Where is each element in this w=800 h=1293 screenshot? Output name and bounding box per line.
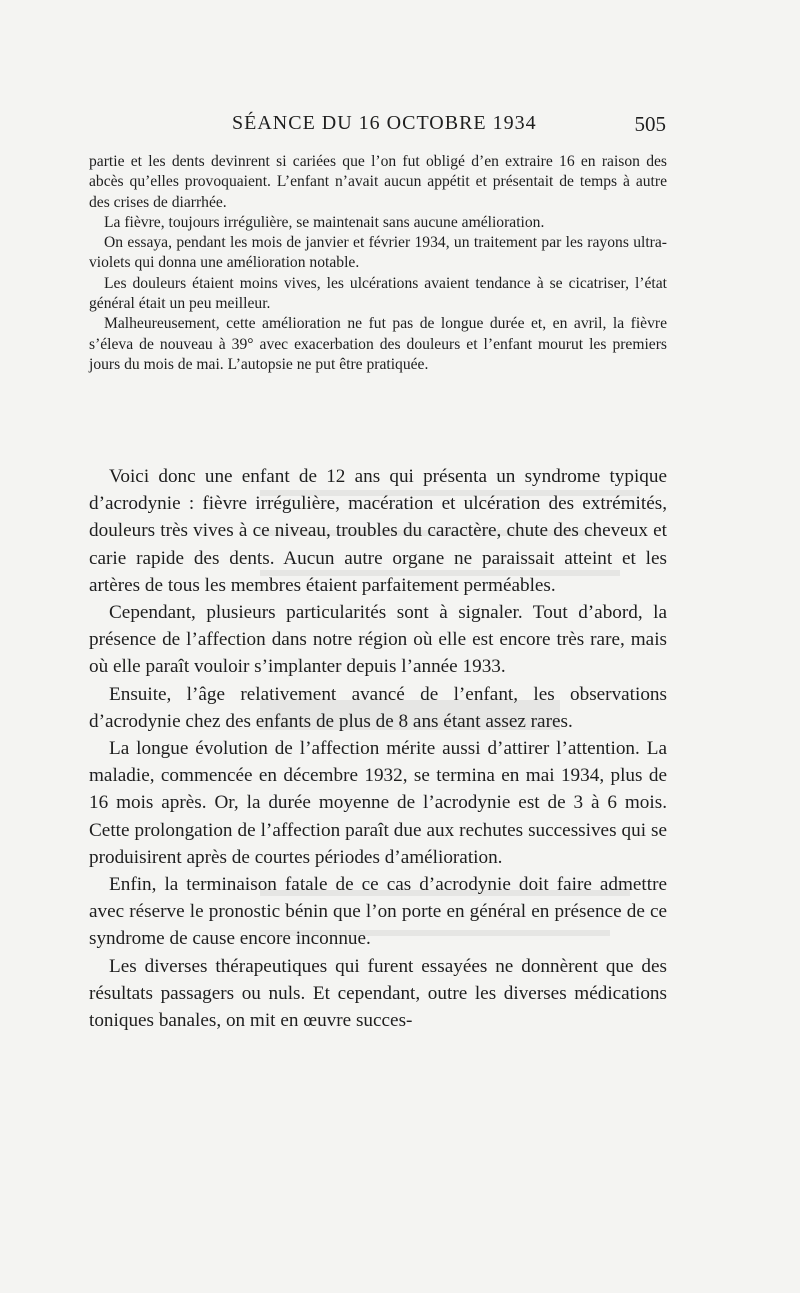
- small-paragraph: La fièvre, toujours irrégulière, se maintenait sans aucune amélioration.: [104, 213, 545, 231]
- small-paragraph: partie et les dents devinrent si cariées que l’on fut obligé d’en extraire 16 en raison des abcès qu’elles provoquaient. L’enfant n’avait aucun appétit et présentait de temps à autre des crises de diarrhée.: [89, 153, 667, 211]
- small-paragraph: On essaya, pendant les mois de janvier et février 1934, un traitement par les rayons ultra-violets qui donna une amélioration notable.: [89, 234, 667, 272]
- small-paragraph: Malheureusement, cette amélioration ne fut pas de longue durée et, en avril, la fièvre s’éleva de nouveau à 39° avec exacerbation des douleurs et l’enfant mourut les premiers jours du mois de mai. L’autopsie ne put être pratiquée.: [89, 315, 667, 373]
- body-paragraph: Ensuite, l’âge relativement avancé de l’enfant, les observations d’acrodynie chez des enfants de plus de 8 ans étant assez rares.: [89, 683, 667, 732]
- body-paragraph: Enfin, la terminaison fatale de ce cas d’acrodynie doit faire admettre avec réserve le pronostic bénin que l’on porte en général en présence de ce syndrome de cause encore inconnue.: [89, 874, 667, 950]
- body-section: [89, 463, 667, 1034]
- body-paragraph: Cependant, plusieurs particularités sont à signaler. Tout d’abord, la présence de l’affection dans notre région où elle est encore très rare, mais où elle paraît vouloir s’implanter depuis l’année 1933.: [89, 602, 667, 678]
- body-paragraph: Voici donc une enfant de 12 ans qui présenta un syndrome typique d’acrodynie : fièvre irrégulière, macération et ulcération des extrémités, douleurs très vives à ce niveau, troubles du caractère, chute des cheveux et carie rapide des dents. Aucun autre organe ne paraissait atteint et les artères de tous les membres étaient parfaitement perméables.: [89, 466, 667, 596]
- header-title: SÉANCE DU 16 OCTOBRE 1934: [232, 112, 537, 134]
- body-paragraph: La longue évolution de l’affection mérite aussi d’attirer l’attention. La maladie, commencée en décembre 1932, se termina en mai 1934, plus de 16 mois après. Or, la durée moyenne de l’acrodynie est de 3 à 6 mois. Cette prolongation de l’affection paraît due aux rechutes successives qui se produisirent après de courtes périodes d’amélioration.: [89, 738, 667, 868]
- running-header: [232, 112, 666, 140]
- body-paragraph: Les diverses thérapeutiques qui furent essayées ne donnèrent que des résultats passagers ou nuls. Et cependant, outre les diverses médications toniques banales, on mit en œuvre succes-: [89, 955, 667, 1032]
- small-print-section: [89, 152, 667, 375]
- page-number: 505: [634, 112, 666, 136]
- small-paragraph: Les douleurs étaient moins vives, les ulcérations avaient tendance à se cicatriser, l’état général était un peu meilleur.: [89, 274, 667, 313]
